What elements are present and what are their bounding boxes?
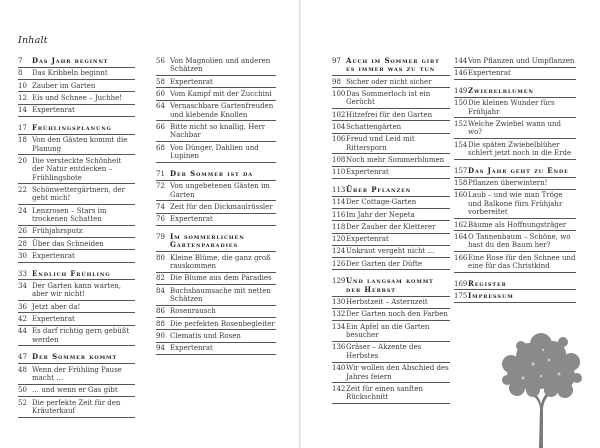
toc-entry-title: Impressum: [468, 290, 514, 300]
toc-page-number: 14: [18, 106, 27, 115]
toc-page-number: 90: [156, 331, 165, 340]
toc-entry-title: Vom Kampf mit der Zucchini: [170, 90, 272, 98]
toc-entry: [454, 99, 576, 118]
toc-page-number: 82: [156, 274, 165, 283]
toc-entry-title: Der Garten der Düfte: [346, 259, 422, 268]
toc-entry: [332, 78, 450, 89]
toc-entry-title: Das Sommerloch ist ein Gerücht: [346, 90, 431, 107]
toc-page-number: 86: [156, 307, 165, 316]
toc-entry-title: Die späten Zwiebelblüher schlert jetzt noch in die Erde: [468, 140, 572, 158]
toc-page-number: 129: [332, 277, 346, 286]
toc-entry: [18, 399, 135, 418]
toc-entry: [156, 254, 276, 273]
toc-entry-title: Eine Rose für den Schnee und eine für das Christkind: [468, 253, 576, 270]
toc-page-number: 152: [454, 120, 468, 128]
toc-page-number: 44: [18, 327, 27, 336]
toc-entry: [18, 82, 135, 93]
toc-page-number: 130: [332, 298, 346, 307]
toc-entry: [156, 332, 276, 343]
toc-page-number: 104: [332, 123, 346, 131]
toc-entry-title: Die perfekten Rosenbegleiter: [170, 319, 275, 328]
toc-entry-title: Von den Gästen kommt die Planung: [32, 136, 128, 153]
toc-entry: [18, 327, 135, 346]
toc-entry-title: Der Cottage-Garten: [346, 198, 417, 207]
toc-entry: [332, 135, 450, 154]
toc-page-number: 47: [18, 353, 27, 362]
toc-entry-title: Pflanzen überwintern!: [468, 179, 548, 188]
toc-entry-title: Zwiebelblumen: [468, 86, 534, 95]
toc-page-number: 136: [332, 343, 346, 352]
left-page: [0, 0, 299, 448]
toc-entry: [332, 168, 450, 179]
toc-page-number: 17: [18, 123, 27, 132]
toc-page-number: 160: [454, 191, 468, 200]
toc-page-number: 84: [156, 286, 165, 295]
toc-entry-title: Lenzrosen – Stars im trockenen Schatten: [32, 206, 107, 224]
toc-page-number: 36: [18, 302, 27, 311]
toc-entry-title: Sicher oder nicht sicher: [346, 77, 432, 86]
toc-page-number: 166: [454, 253, 468, 262]
toc-section-heading: [18, 57, 135, 68]
toc-entry-title: Die kleinen Wunder fürs Frühjahr: [468, 99, 555, 116]
toc-entry: [332, 235, 450, 246]
toc-entry-title: Auch im Sommer gibt es immer was zu tun: [346, 56, 440, 74]
toc-entry: [18, 282, 135, 301]
toc-entry-title: Schattengärten: [346, 123, 402, 131]
toc-page-number: 150: [454, 99, 468, 108]
toc-entry: [156, 215, 276, 226]
toc-page-number: 106: [332, 135, 346, 144]
toc-entry-title: Wenn der Frühling Pause macht …: [32, 365, 122, 383]
toc-entry-title: Von Pflanzen und Umpflanzen: [468, 57, 575, 65]
toc-entry: [332, 343, 450, 362]
toc-page-number: 175: [454, 291, 468, 300]
toc-entry-title: Noch mehr Sommerblumen: [346, 156, 445, 164]
toc-entry: [18, 240, 135, 251]
toc-page-number: 71: [156, 169, 165, 178]
toc-entry-title: Zeit für den Dickmaulrüssler: [170, 202, 273, 211]
toc-entry: [18, 303, 135, 314]
toc-entry-title: Freud und Leid mit Rittersporn: [346, 135, 415, 152]
toc-entry: [156, 102, 276, 121]
toc-page-number: 100: [332, 90, 346, 98]
toc-section-heading: [18, 353, 135, 364]
toc-entry: [156, 203, 276, 214]
toc-section-heading: [18, 270, 135, 281]
toc-entry: [332, 364, 450, 383]
toc-entry-title: Expertenrat: [170, 215, 213, 224]
toc-entry: [156, 344, 276, 355]
toc-entry-title: Buchsbaumsache mit netten Schätzen: [170, 286, 271, 303]
toc-page-number: 140: [332, 364, 346, 373]
toc-page-number: 48: [18, 365, 27, 374]
toc-entry-title: Das Jahr beginnt: [32, 56, 109, 65]
toc-entry: [156, 182, 276, 201]
toc-page-number: 116: [332, 210, 346, 219]
toc-entry-title: Und langsam kommt der Herbst: [346, 276, 434, 294]
toc-page-number: 26: [18, 227, 27, 236]
toc-page-number: 33: [18, 269, 27, 278]
toc-section-heading: [332, 186, 450, 197]
toc-page-number: 144: [454, 57, 468, 65]
toc-entry-title: Welche Zwiebel wann und wo?: [468, 120, 562, 137]
toc-page-number: 98: [332, 77, 341, 86]
toc-page-number: 12: [18, 93, 27, 102]
toc-entry-title: Über Pflanzen: [346, 185, 412, 194]
toc-entry: [454, 254, 576, 273]
toc-entry: [332, 90, 450, 109]
toc-entry-title: Von Magnolien und anderen Schätzen: [170, 57, 271, 74]
toc-entry-title: Expertenrat: [346, 235, 389, 244]
toc-column-3: [332, 57, 450, 406]
toc-entry-title: Frühjahrsputz: [32, 227, 83, 236]
toc-entry: [18, 94, 135, 105]
toc-column-1: [18, 57, 135, 419]
toc-page-number: 102: [332, 110, 346, 119]
toc-entry: [156, 307, 276, 318]
toc-entry-title: Eis und Schnee – Juchhe!: [32, 93, 123, 102]
toc-page-number: 97: [332, 57, 341, 65]
toc-entry-title: … und wenn er Gas gibt: [32, 386, 118, 395]
toc-page-number: 134: [332, 322, 346, 331]
toc-entry: [18, 106, 135, 117]
toc-entry: [156, 320, 276, 331]
toc-page-number: 74: [156, 202, 165, 211]
toc-entry: [454, 191, 576, 219]
toc-entry: [156, 287, 276, 306]
toc-entry: [18, 136, 135, 155]
toc-entry-title: Der Sommer ist da: [170, 168, 253, 178]
toc-entry: [332, 323, 450, 342]
toc-page-number: 124: [332, 247, 346, 256]
toc-page-number: 50: [18, 386, 27, 395]
toc-page-number: 72: [156, 182, 165, 191]
toc-entry: [332, 385, 450, 404]
toc-entry-title: Im sommerlichen Gartenparadies: [170, 231, 245, 250]
toc-page-number: 114: [332, 198, 346, 207]
toc-page-number: 20: [18, 156, 27, 165]
toc-entry-title: Herbstzeit – Asternzeit: [346, 298, 428, 307]
toc-entry: [332, 211, 450, 222]
toc-page-number: 24: [18, 206, 27, 215]
toc-entry: [332, 298, 450, 309]
toc-entry-title: Expertenrat: [346, 168, 389, 177]
toc-entry-title: Bitte nicht so knallig, Herr Nachbar: [170, 123, 266, 140]
toc-page-number: 126: [332, 259, 346, 268]
toc-entry-title: Im Jahr der Nepeta: [346, 210, 415, 219]
toc-entry-title: Expertenrat: [170, 344, 213, 353]
toc-entry: [156, 144, 276, 163]
toc-page-number: 18: [18, 136, 27, 145]
toc-page-number: 68: [156, 143, 165, 152]
toc-section-heading: [156, 233, 276, 252]
toc-entry-title: Register: [468, 278, 507, 288]
toc-entry-title: Gräser – Akzente des Herbstes: [346, 343, 422, 360]
toc-page-number: 146: [454, 69, 468, 78]
toc-page-number: 28: [18, 239, 27, 248]
toc-entry: [18, 207, 135, 226]
toc-entry: [454, 57, 576, 68]
tree-illustration: [493, 330, 589, 448]
toc-page-number: 154: [454, 140, 468, 149]
toc-page-number: 94: [156, 344, 165, 353]
toc-entry-title: Der Zauber der Kletterer: [346, 222, 436, 231]
toc-entry-title: Ein Apfel an die Garten besucher: [346, 322, 430, 340]
toc-column-4: [454, 57, 576, 304]
toc-entry: [18, 69, 135, 80]
toc-entry: [332, 247, 450, 258]
toc-section-heading: [332, 277, 450, 296]
toc-entry-title: Frühlingsplanung: [32, 122, 112, 132]
toc-page-number: 10: [18, 81, 27, 90]
toc-page-number: 52: [18, 398, 27, 407]
toc-page-number: 108: [332, 156, 346, 164]
toc-entry-title: Bäume als Hoffnungsträger: [468, 220, 567, 229]
toc-entry-title: Das Kribbeln beginnt: [32, 69, 108, 78]
toc-page-number: 142: [332, 384, 346, 393]
toc-entry-title: Über das Schneiden: [32, 239, 104, 248]
toc-page-number: 79: [156, 232, 165, 241]
toc-entry: [18, 366, 135, 385]
toc-entry-title: O Tannenbaum – Schöne, wo hast du den Baum her?: [468, 232, 571, 250]
toc-page-number: 66: [156, 123, 165, 131]
toc-entry-title: Schönwettergärtnern, der geht mich!: [32, 186, 125, 203]
toc-entry: [156, 57, 276, 76]
toc-entry-title: Es darf richtig gern gebüßt werden: [32, 327, 130, 344]
toc-entry-title: Die perfekte Zeit für den Kräuterkauf: [32, 398, 121, 416]
toc-page-number: 60: [156, 90, 165, 98]
toc-entry: [156, 123, 276, 142]
toc-page-number: 118: [332, 222, 346, 231]
toc-section-heading: [454, 292, 576, 303]
toc-entry-title: Die versteckte Schönheit der Natur entdecken – Frühlingsbote: [32, 156, 122, 182]
toc-entry: [18, 227, 135, 238]
toc-entry-title: Von Dünger, Dahlien und Lupinen: [170, 143, 259, 161]
toc-entry-title: Rosenrausch: [170, 307, 216, 316]
page-title: Inhalt: [18, 35, 48, 46]
toc-entry-title: Zeit für einen sanften Rückschnitt: [346, 384, 424, 402]
toc-page-number: 80: [156, 253, 165, 262]
toc-entry-title: Jetzt aber da!: [32, 302, 81, 311]
toc-page-number: 8: [18, 69, 23, 78]
toc-entry: [332, 310, 450, 321]
toc-page-number: 162: [454, 220, 468, 229]
toc-page-number: 164: [454, 232, 468, 241]
toc-entry-title: Von ungebetenen Gästen im Garten: [170, 182, 270, 199]
toc-entry-title: Wir wollen den Abschied des Jahres feiern: [346, 364, 449, 381]
toc-entry-title: Clematis und Rosen: [170, 331, 241, 340]
toc-entry: [454, 179, 576, 190]
toc-entry: [332, 198, 450, 209]
toc-entry: [332, 260, 450, 271]
toc-entry-title: Die Blume aus dem Paradies: [170, 274, 272, 283]
toc-entry-title: Expertenrat: [32, 252, 75, 260]
toc-section-heading: [454, 87, 576, 98]
toc-entry-title: Vernaschbare Gartenfreuden und klebende Knollen: [170, 102, 274, 119]
toc-entry: [18, 315, 135, 326]
toc-entry: [454, 221, 576, 232]
toc-page-number: 58: [156, 77, 165, 86]
toc-page-number: 157: [454, 166, 468, 175]
toc-entry: [18, 252, 135, 263]
toc-page-number: 22: [18, 186, 27, 194]
toc-entry: [454, 233, 576, 252]
toc-entry: [332, 111, 450, 122]
toc-entry-title: Kleine Blüme, die ganz groß rauskommen: [170, 253, 271, 270]
toc-page-number: 88: [156, 319, 165, 328]
toc-page-number: 158: [454, 179, 468, 188]
toc-page-number: 113: [332, 186, 346, 194]
toc-entry-title: Expertenrat: [468, 69, 511, 78]
toc-entry-title: Der Sommer kommt: [32, 352, 118, 362]
toc-entry: [332, 223, 450, 234]
toc-page-number: 76: [156, 215, 165, 224]
toc-page-number: 132: [332, 310, 346, 319]
toc-entry-title: Laub – und wie man Tröge und Balkone fürs Frühjahr vorbereitet: [468, 191, 563, 217]
toc-entry: [18, 157, 135, 185]
toc-page-number: 7: [18, 57, 23, 65]
toc-section-heading: [18, 124, 135, 135]
toc-page-number: 64: [156, 102, 165, 111]
toc-entry: [332, 123, 450, 134]
toc-page-number: 169: [454, 279, 468, 288]
toc-page-number: 30: [18, 252, 27, 260]
toc-entry-title: Zauber im Garten: [32, 81, 96, 90]
toc-section-heading: [156, 170, 276, 181]
toc-entry-title: Der Garten kann warten, aber wir nicht!: [32, 282, 121, 299]
toc-entry: [18, 186, 135, 205]
toc-entry-title: Der Garten noch den Farben: [346, 310, 448, 319]
toc-page-number: 149: [454, 87, 468, 95]
toc-column-2: [156, 57, 276, 356]
toc-entry: [156, 274, 276, 285]
toc-entry: [156, 78, 276, 89]
toc-section-heading: [454, 167, 576, 178]
toc-section-heading: [454, 280, 576, 291]
toc-page-number: 42: [18, 315, 27, 323]
toc-entry: [156, 90, 276, 101]
toc-page-number: 120: [332, 235, 346, 244]
toc-entry-title: Hitzefrei für den Garten: [346, 110, 433, 119]
toc-page-number: 34: [18, 282, 27, 290]
toc-entry-title: Das Jahr geht zu Ende: [468, 165, 569, 175]
toc-page-number: 56: [156, 57, 165, 65]
toc-entry: [454, 69, 576, 80]
toc-page-number: 110: [332, 168, 346, 177]
toc-entry-title: Expertenrat: [32, 106, 75, 115]
toc-entry-title: Endlich Frühling: [32, 268, 111, 278]
toc-entry: [18, 386, 135, 397]
toc-entry-title: Unkraut vergeht nicht …: [346, 247, 435, 256]
toc-entry: [332, 156, 450, 167]
toc-entry-title: Expertenrat: [170, 77, 213, 86]
toc-entry: [454, 141, 576, 160]
toc-entry-title: Expertenrat: [32, 315, 75, 323]
toc-entry: [454, 120, 576, 139]
toc-section-heading: [332, 57, 450, 76]
